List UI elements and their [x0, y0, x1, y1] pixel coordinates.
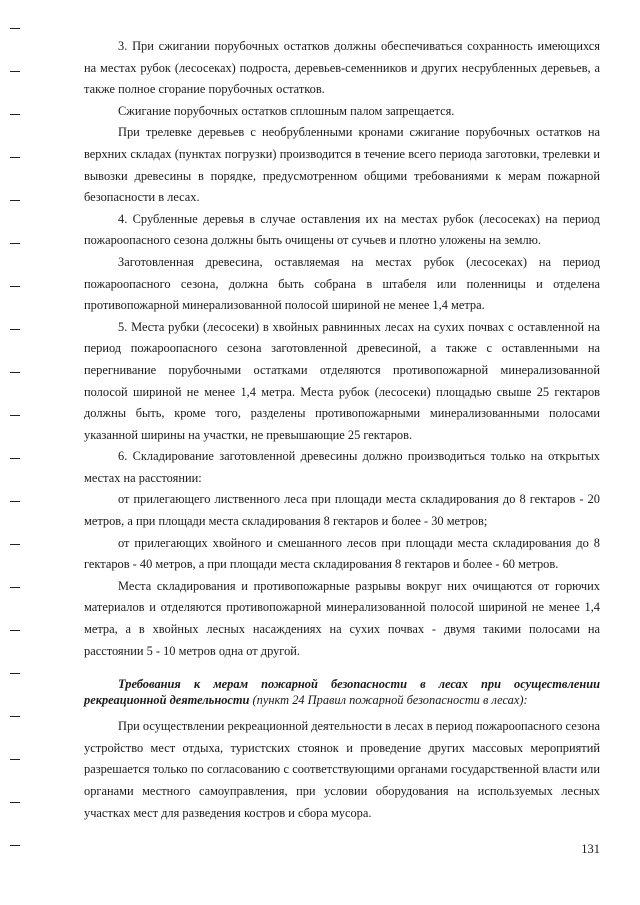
- paragraph-6: 6. Складирование заготовленной древесины должно производиться только на открытых местах на расстоянии:: [84, 449, 600, 485]
- margin-tick: [10, 716, 20, 717]
- page-number: 131: [581, 842, 600, 856]
- paragraph-4: 4. Срубленные деревья в случае оставления их на местах рубок (лесосеках) на период пожароопасного сезона должны быть очищены от сучьев и плотно уложены на землю.: [84, 211, 600, 248]
- paragraph-stacked-timber: Заготовленная древесина, оставляемая на местах рубок (лесосеках) на период пожароопасного сезона, должна быть собрана в штабеля или поленницы и отделена противопожарной минерализованной полосой шириной не менее 1,4 метра.: [84, 254, 600, 313]
- paragraph-5: 5. Места рубки (лесосеки) в хвойных равнинных лесах на сухих почвах с оставленной на период пожароопасного сезона заготовленной древесиной, а также с оставленными на перегнивание порубочными остатками отделяются противопожарной минерализованной полосой шириной не менее 1,4 метра. Места рубок (лесосеки) площадью свыше 25 гектаров должны быть, кроме того, разделены противопожарными минерализованными полосами указанной ширины на участки, не превышающие 25 гектаров.: [84, 319, 600, 442]
- document-body: [84, 36, 600, 824]
- section-heading-title: Требования к мерам пожарной безопасности в лесах при осуществлении рекреационной деятельности: [84, 677, 600, 708]
- margin-tick: [10, 759, 20, 760]
- margin-tick: [10, 845, 20, 846]
- paragraph-deciduous-distance: от прилегающего лиственного леса при площади места складирования до 8 гектаров - 20 метров, а при площади места складирования 8 гектаров и более - 30 метров;: [84, 492, 600, 529]
- margin-tick: [10, 71, 20, 72]
- margin-tick: [10, 200, 20, 201]
- margin-tick: [10, 372, 20, 373]
- margin-tick: [10, 501, 20, 502]
- paragraph-coniferous-distance: от прилегающих хвойного и смешанного лесов при площади места складирования до 8 гектаров - 40 метров, а при площади места складирования 8 гектаров и более - 60 метров.: [84, 535, 600, 572]
- margin-tick: [10, 415, 20, 416]
- margin-tick: [10, 673, 20, 674]
- paragraph-skidding: При трелевке деревьев с необрубленными кронами сжигание порубочных остатков на верхних складах (пунктах погрузки) производится в течение всего периода заготовки, трелевки и вывозки древесины в порядке, предусмотренном общими требованиями к мерам пожарной безопасности в лесах.: [84, 125, 600, 205]
- margin-tick: [10, 28, 20, 29]
- margin-tick: [10, 630, 20, 631]
- margin-tick: [10, 544, 20, 545]
- section-heading-reference: (пункт 24 Правил пожарной безопасности в лесах):: [249, 693, 528, 708]
- margin-tick: [10, 243, 20, 244]
- margin-tick: [10, 114, 20, 115]
- margin-tick: [10, 458, 20, 459]
- paragraph-fire-prohibition: Сжигание порубочных остатков сплошным палом запрещается.: [118, 103, 455, 118]
- margin-tick: [10, 802, 20, 803]
- section-heading: [84, 676, 600, 708]
- margin-tick: [10, 286, 20, 287]
- paragraph-storage-clearing: Места складирования и противопожарные разрывы вокруг них очищаются от горючих материалов и отделяются противопожарной минерализованной полосой шириной не менее 1,4 метра, а в хвойных лесных насаждениях на сухих почвах - двумя такими полосами на расстоянии 5 - 10 метров одна от другой.: [84, 578, 600, 658]
- paragraph-3: 3. При сжигании порубочных остатков должны обеспечиваться сохранность имеющихся на местах рубок (лесосеках) подроста, деревьев-семенников и других несрубленных деревьев, а также полное сгорание порубочных остатков.: [84, 39, 600, 97]
- margin-tick: [10, 587, 20, 588]
- margin-tick: [10, 329, 20, 330]
- margin-tick: [10, 157, 20, 158]
- paragraph-recreation: При осуществлении рекреационной деятельности в лесах в период пожароопасного сезона устройство мест отдыха, туристских стоянок и проведение других массовых мероприятий разрешается только по согласованию с соответствующими органами государственной власти или органами местного самоуправления, при условии оборудования на используемых лесных участках мест для разведения костров и сбора мусора.: [84, 719, 600, 820]
